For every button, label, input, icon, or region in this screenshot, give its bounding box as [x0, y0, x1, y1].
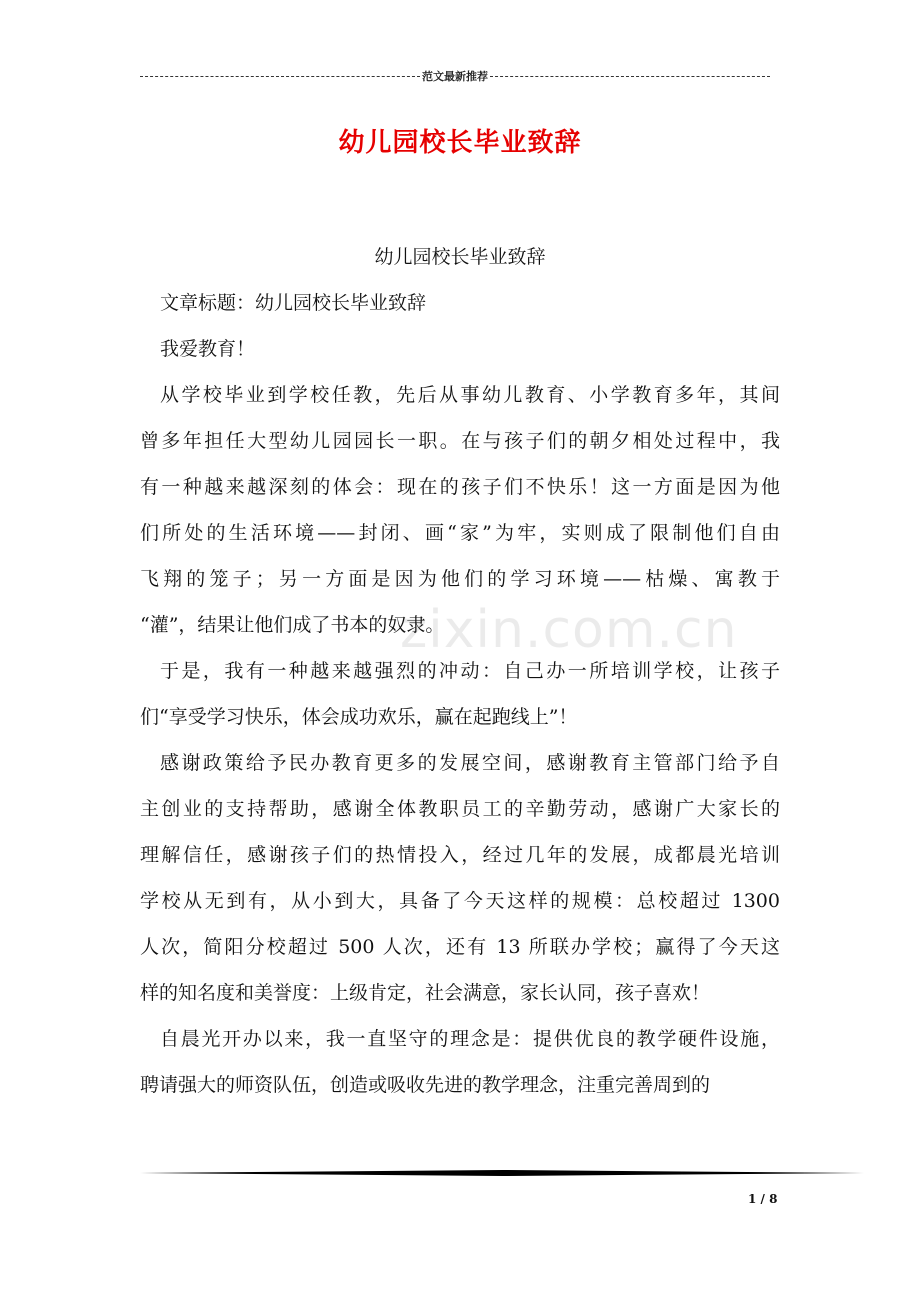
paragraph-line: 主创业的支持帮助，感谢全体教职员工的辛勤劳动，感谢广大家长的 [140, 798, 780, 820]
paragraph-line: 人次，简阳分校超过 500 人次，还有 13 所联办学校；赢得了今天这 [140, 936, 780, 958]
paragraph-line: 学校从无到有，从小到大，具备了今天这样的规模：总校超过 1300 [140, 890, 780, 912]
page-number: 1 / 8 [748, 1192, 778, 1206]
document-title: 幼儿园校长毕业致辞 [338, 128, 582, 158]
watermark: zixin.com.cn [400, 600, 738, 660]
paragraph-line: 们“享受学习快乐，体会成功欢乐，赢在起跑线上”！ [140, 706, 578, 728]
paragraph-line: 聘请强大的师资队伍，创造或吸收先进的教学理念，注重完善周到的 [140, 1074, 711, 1096]
page-header [140, 66, 770, 86]
paragraph [140, 740, 780, 1016]
subtitle: 幼儿园校长毕业致辞 [374, 246, 546, 268]
paragraphs [140, 326, 780, 1108]
header-dash-left [140, 76, 420, 77]
document-body [140, 234, 780, 1108]
paragraph [140, 372, 780, 648]
header-label: 范文最新推荐 [422, 70, 488, 83]
paragraph-line: 从学校毕业到学校任教，先后从事幼儿教育、小学教育多年，其间 [160, 384, 780, 406]
paragraph-line: 曾多年担任大型幼儿园园长一职。在与孩子们的朝夕相处过程中，我 [140, 430, 780, 452]
footer-rule [140, 1170, 864, 1176]
paragraph-line: 自晨光开办以来，我一直坚守的理念是：提供优良的教学硬件设施， [160, 1028, 780, 1050]
paragraph-line: 们所处的生活环境——封闭、画“家”为牢，实则成了限制他们自由 [140, 522, 780, 544]
paragraph-line: 有一种越来越深刻的体会：现在的孩子们不快乐！这一方面是因为他 [140, 476, 780, 498]
paragraph [140, 326, 780, 372]
paragraph-line: “灌”，结果让他们成了书本的奴隶。 [140, 614, 445, 636]
paragraph [140, 648, 780, 740]
article-title-line: 文章标题：幼儿园校长毕业致辞 [160, 292, 427, 314]
paragraph-line: 我爱教育！ [160, 338, 256, 360]
paragraph [140, 1016, 780, 1108]
paragraph-line: 飞翔的笼子；另一方面是因为他们的学习环境——枯燥、寓教于 [140, 568, 780, 590]
paragraph-line: 于是，我有一种越来越强烈的冲动：自己办一所培训学校，让孩子 [160, 660, 780, 682]
paragraph-line: 理解信任，感谢孩子们的热情投入，经过几年的发展，成都晨光培训 [140, 844, 780, 866]
paragraph-line: 感谢政策给予民办教育更多的发展空间，感谢教育主管部门给予自 [160, 752, 780, 774]
paragraph-line: 样的知名度和美誉度：上级肯定，社会满意，家长认同，孩子喜欢！ [140, 982, 711, 1004]
header-dash-right [490, 76, 770, 77]
